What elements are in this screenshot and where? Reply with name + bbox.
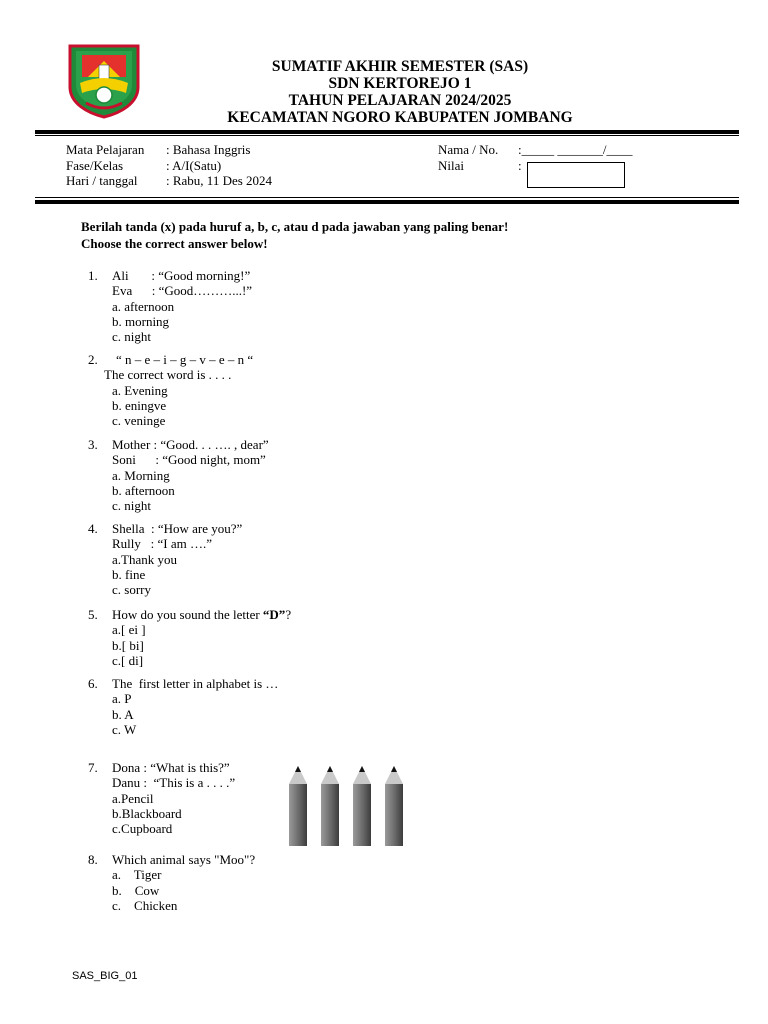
question-text: “ n – e – i – g – v – e – n “ [116, 352, 254, 367]
question-item [88, 352, 291, 437]
answer-option[interactable]: b.[ bi] [112, 637, 144, 653]
question-item [88, 607, 291, 676]
info-label: Nilai [438, 157, 464, 173]
answer-option[interactable]: b. A [112, 706, 134, 722]
answer-option[interactable]: c. night [112, 498, 151, 514]
question-item [88, 760, 291, 852]
question-text: Mother : “Good. . . …. , dear” [112, 437, 269, 452]
answer-option[interactable]: a. Morning [112, 467, 170, 483]
question-text: Eva : “Good………...!” [112, 283, 253, 299]
info-value: : A/I(Satu) [166, 157, 222, 173]
question-text: Shella : “How are you?” [112, 521, 243, 536]
answer-option[interactable]: a. Evening [112, 382, 168, 398]
answer-option[interactable]: a.Pencil [112, 790, 154, 806]
info-value: : Bahasa Inggris [166, 142, 251, 157]
answer-option[interactable]: a. P [112, 691, 132, 707]
question-text-part: How do you sound the letter [112, 607, 263, 622]
pencil-icon [289, 766, 307, 858]
question-text: Dona : “What is this?” [112, 760, 230, 775]
answer-option[interactable]: a.[ ei ] [112, 622, 146, 638]
document-header [140, 58, 660, 126]
info-label: Nama / No. [438, 142, 499, 157]
info-label: Mata Pelajaran [66, 142, 145, 157]
question-number: 2. [88, 352, 98, 367]
question-text: Danu : “This is a . . . .” [112, 775, 236, 791]
question-text: The first letter in alphabet is … [112, 676, 279, 691]
pencil-icon [321, 766, 339, 858]
question-text: Ali : “Good morning!” [112, 268, 251, 283]
instruction-line: Choose the correct answer below! [81, 236, 268, 251]
info-value: : Rabu, 11 Des 2024 [166, 173, 273, 188]
question-item [88, 268, 291, 352]
answer-option[interactable]: b. fine [112, 566, 146, 582]
question-text: The correct word is . . . . [104, 367, 232, 383]
answer-option[interactable]: b. eningve [112, 397, 167, 413]
question-letter: “D” [262, 607, 286, 622]
answer-option[interactable]: c. W [112, 721, 137, 737]
header-divider-thick [35, 130, 739, 134]
info-value: : [518, 157, 522, 173]
header-title-line: TAHUN PELAJARAN 2024/2025 [288, 92, 512, 109]
answer-option[interactable]: a.Thank you [112, 551, 177, 567]
pencil-icon [385, 766, 403, 858]
answer-option[interactable]: b. morning [112, 313, 170, 329]
answer-option[interactable]: a. afternoon [112, 298, 175, 314]
question-item [88, 521, 291, 607]
question-text: Rully : “I am ….” [112, 536, 213, 552]
question-number: 3. [88, 437, 98, 452]
answer-option[interactable]: b. afternoon [112, 482, 175, 498]
question-text [88, 607, 291, 622]
question-number: 8. [88, 852, 98, 867]
question-number: 1. [88, 268, 98, 283]
question-number: 5. [88, 607, 98, 622]
instruction-line: Berilah tanda (x) pada huruf a, b, c, atau d pada jawaban yang paling benar! [81, 219, 509, 234]
info-divider-thick [35, 200, 739, 204]
name-field[interactable]: :_____ _______/____ [518, 142, 633, 157]
question-number: 4. [88, 521, 98, 536]
answer-option[interactable]: c. Chicken [112, 897, 178, 913]
question-number: 6. [88, 676, 98, 691]
header-title-line: SDN KERTOREJO 1 [328, 75, 472, 92]
question-text: Which animal says "Moo"? [112, 852, 256, 867]
question-item [88, 676, 291, 760]
info-label: Fase/Kelas [66, 157, 124, 173]
question-item [88, 437, 291, 521]
document-code: SAS_BIG_01 [72, 970, 138, 982]
school-district-logo [66, 43, 142, 119]
answer-option[interactable]: c. veninge [112, 413, 166, 429]
info-divider-thin [35, 197, 739, 198]
question-item [88, 852, 291, 913]
question-text-part: ? [285, 607, 292, 622]
answer-option[interactable]: c. sorry [112, 582, 151, 598]
question-list [88, 268, 291, 913]
answer-option[interactable]: c.[ di] [112, 652, 144, 668]
pencils-illustration [284, 762, 410, 860]
answer-option[interactable]: c.Cupboard [112, 821, 173, 837]
answer-option[interactable]: b.Blackboard [112, 805, 182, 821]
question-text: Soni : “Good night, mom” [112, 452, 266, 468]
subject-info [66, 142, 272, 189]
header-divider-thin [35, 135, 739, 136]
instructions [81, 218, 508, 252]
header-title-line: SUMATIF AKHIR SEMESTER (SAS) [271, 58, 529, 75]
answer-option[interactable]: b. Cow [112, 882, 160, 898]
question-number: 7. [88, 760, 98, 775]
answer-option[interactable]: c. night [112, 329, 151, 345]
score-box[interactable] [527, 162, 625, 188]
answer-option[interactable]: a. Tiger [112, 867, 162, 883]
pencil-icon [353, 766, 371, 858]
header-title-line: KECAMATAN NGORO KABUPATEN JOMBANG [227, 109, 573, 126]
info-label: Hari / tanggal [66, 173, 138, 188]
